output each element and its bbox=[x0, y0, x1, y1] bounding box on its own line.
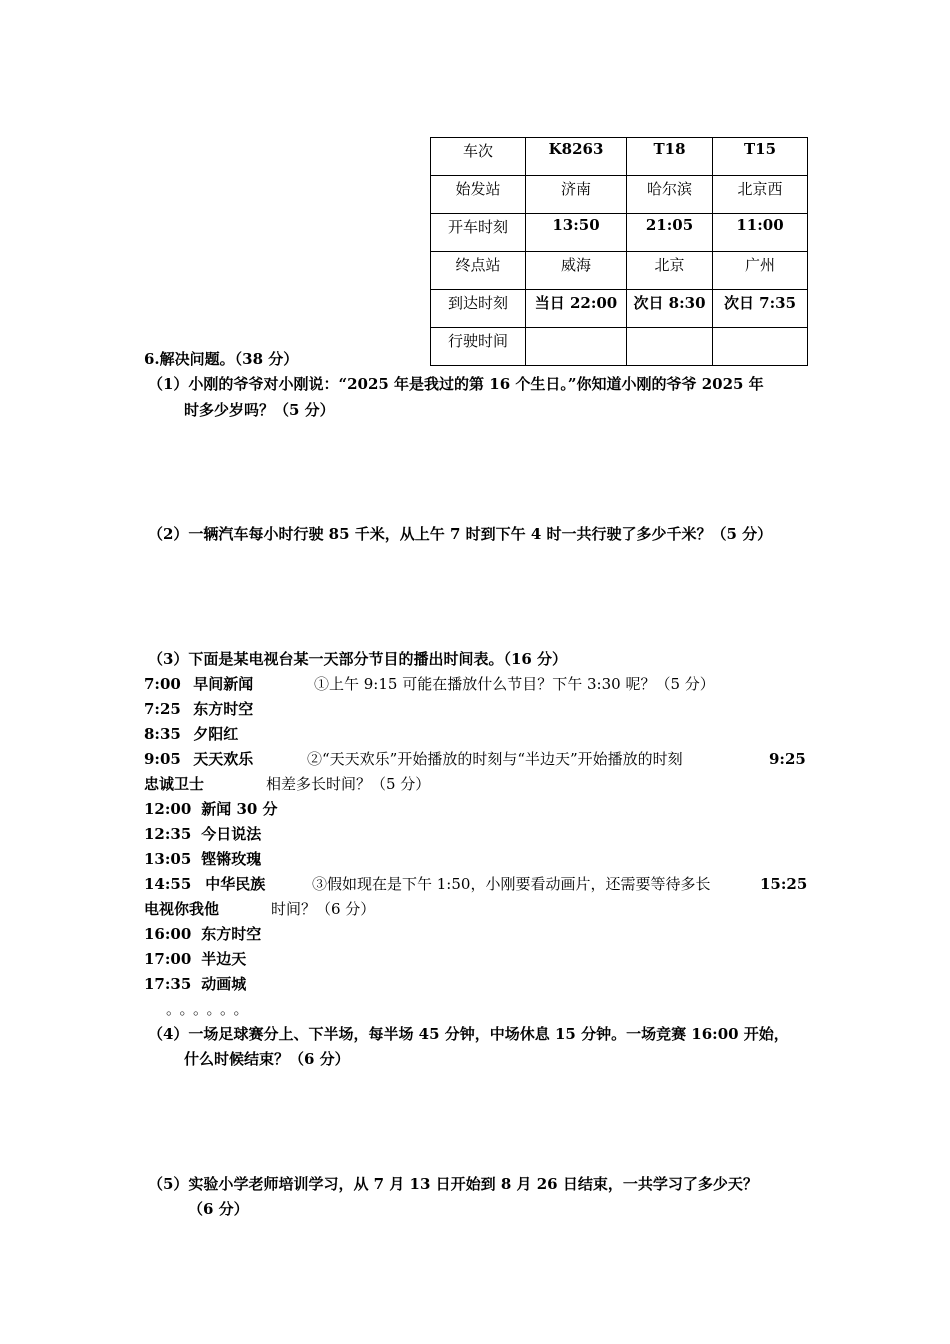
schedule-time: 16:00 bbox=[144, 925, 192, 943]
schedule-program: 动画城 bbox=[201, 975, 247, 993]
schedule-time-wrapped: 15:25 bbox=[760, 875, 808, 893]
schedule-row bbox=[144, 674, 253, 694]
train-timetable-body bbox=[431, 138, 808, 366]
schedule-time: 9:05 bbox=[144, 750, 181, 768]
schedule-program: 半边天 bbox=[201, 950, 247, 968]
timetable-cell: K8263 bbox=[526, 138, 627, 176]
timetable-row-header: 开车时刻 bbox=[431, 214, 526, 252]
timetable-cell: 广州 bbox=[713, 252, 808, 290]
q3-sub3-line1: ③假如现在是下午 1:50，小刚要看动画片，还需要等待多长 bbox=[312, 875, 711, 893]
schedule-time: 17:35 bbox=[144, 975, 192, 993]
q2-text: （2）一辆汽车每小时行驶 85 千米，从上午 7 时到下午 4 时一共行驶了多少千米？（5 分） bbox=[148, 525, 773, 543]
schedule-row bbox=[144, 724, 238, 744]
timetable-cell: 当日 22:00 bbox=[526, 290, 627, 328]
timetable-cell: 北京西 bbox=[713, 176, 808, 214]
timetable-cell: 次日 7:35 bbox=[713, 290, 808, 328]
schedule-time-wrapped: 9:25 bbox=[769, 750, 806, 768]
timetable-cell: 次日 8:30 bbox=[627, 290, 713, 328]
q1-line1: （1）小刚的爷爷对小刚说：“2025 年是我过的第 16 个生日。”你知道小刚的爷爷 2025 年 bbox=[148, 375, 764, 393]
q3-sub2-line1: ②“天天欢乐”开始播放的时刻与“半边天”开始播放的时刻 bbox=[307, 750, 683, 768]
q5-line2: （6 分） bbox=[188, 1200, 249, 1218]
timetable-cell: 威海 bbox=[526, 252, 627, 290]
q3-sub1: ①上午 9:15 可能在播放什么节目？下午 3:30 呢？（5 分） bbox=[314, 675, 715, 693]
timetable-row-header: 终点站 bbox=[431, 252, 526, 290]
q3-sub2-line2: 相差多长时间？（5 分） bbox=[266, 775, 431, 793]
schedule-program: 电视你我他 bbox=[144, 900, 220, 918]
schedule-row bbox=[144, 824, 261, 844]
q3-sub3-line2: 时间？（6 分） bbox=[271, 900, 376, 918]
timetable-cell: T18 bbox=[627, 138, 713, 176]
timetable-row-header: 行驶时间 bbox=[431, 328, 526, 366]
timetable-row bbox=[431, 252, 808, 290]
timetable-row bbox=[431, 214, 808, 252]
schedule-time: 17:00 bbox=[144, 950, 192, 968]
schedule-time: 7:25 bbox=[144, 700, 181, 718]
schedule-row bbox=[144, 924, 261, 944]
timetable-row bbox=[431, 290, 808, 328]
schedule-time: 12:35 bbox=[144, 825, 192, 843]
train-timetable bbox=[430, 137, 808, 366]
schedule-row bbox=[144, 899, 219, 919]
q4-line1: （4）一场足球赛分上、下半场，每半场 45 分钟，中场休息 15 分钟。一场竞赛 16:00 开始， bbox=[148, 1025, 789, 1043]
timetable-cell: 21:05 bbox=[627, 214, 713, 252]
timetable-row bbox=[431, 138, 808, 176]
schedule-program: 新闻 30 分 bbox=[201, 800, 278, 818]
timetable-cell: 北京 bbox=[627, 252, 713, 290]
q4-line2: 什么时候结束？（6 分） bbox=[184, 1050, 350, 1068]
timetable-row-header: 车次 bbox=[431, 138, 526, 176]
timetable-cell: 11:00 bbox=[713, 214, 808, 252]
schedule-time: 8:35 bbox=[144, 725, 181, 743]
timetable-row-header: 到达时刻 bbox=[431, 290, 526, 328]
timetable-cell bbox=[627, 328, 713, 366]
schedule-program: 东方时空 bbox=[193, 700, 254, 718]
q3-intro: （3）下面是某电视台某一天部分节目的播出时间表。（16 分） bbox=[148, 650, 568, 668]
q1-line2: 时多少岁吗？（5 分） bbox=[184, 401, 335, 419]
schedule-row bbox=[144, 949, 246, 969]
q5-line1: （5）实验小学老师培训学习，从 7 月 13 日开始到 8 月 26 日结束，一共学习了多少天？ bbox=[148, 1175, 758, 1193]
schedule-program: 今日说法 bbox=[201, 825, 262, 843]
timetable-row-header: 始发站 bbox=[431, 176, 526, 214]
schedule-time: 13:05 bbox=[144, 850, 192, 868]
schedule-program: 夕阳红 bbox=[193, 725, 239, 743]
timetable-row bbox=[431, 176, 808, 214]
schedule-program: 中华民族 bbox=[205, 875, 266, 893]
schedule-program: 早间新闻 bbox=[193, 675, 254, 693]
schedule-row bbox=[144, 849, 261, 869]
schedule-program: 铿锵玫瑰 bbox=[201, 850, 262, 868]
schedule-row bbox=[144, 699, 253, 719]
timetable-cell: 13:50 bbox=[526, 214, 627, 252]
timetable-cell: 济南 bbox=[526, 176, 627, 214]
timetable-cell bbox=[526, 328, 627, 366]
schedule-time: 14:55 bbox=[144, 875, 192, 893]
section-title: 6.解决问题。（38 分） bbox=[144, 350, 299, 368]
timetable-cell bbox=[713, 328, 808, 366]
schedule-row bbox=[144, 749, 253, 769]
schedule-program: 忠诚卫士 bbox=[144, 775, 205, 793]
schedule-time: 7:00 bbox=[144, 675, 181, 693]
timetable-row bbox=[431, 328, 808, 366]
schedule-time: 12:00 bbox=[144, 800, 192, 818]
schedule-row bbox=[144, 974, 246, 994]
schedule-program: 东方时空 bbox=[201, 925, 262, 943]
schedule-program: 天天欢乐 bbox=[193, 750, 254, 768]
timetable-cell: 哈尔滨 bbox=[627, 176, 713, 214]
timetable-cell: T15 bbox=[713, 138, 808, 176]
schedule-row bbox=[144, 799, 278, 819]
ellipsis: 。。。。。。 bbox=[166, 1000, 255, 1018]
schedule-row bbox=[144, 774, 204, 794]
schedule-row bbox=[144, 874, 265, 894]
